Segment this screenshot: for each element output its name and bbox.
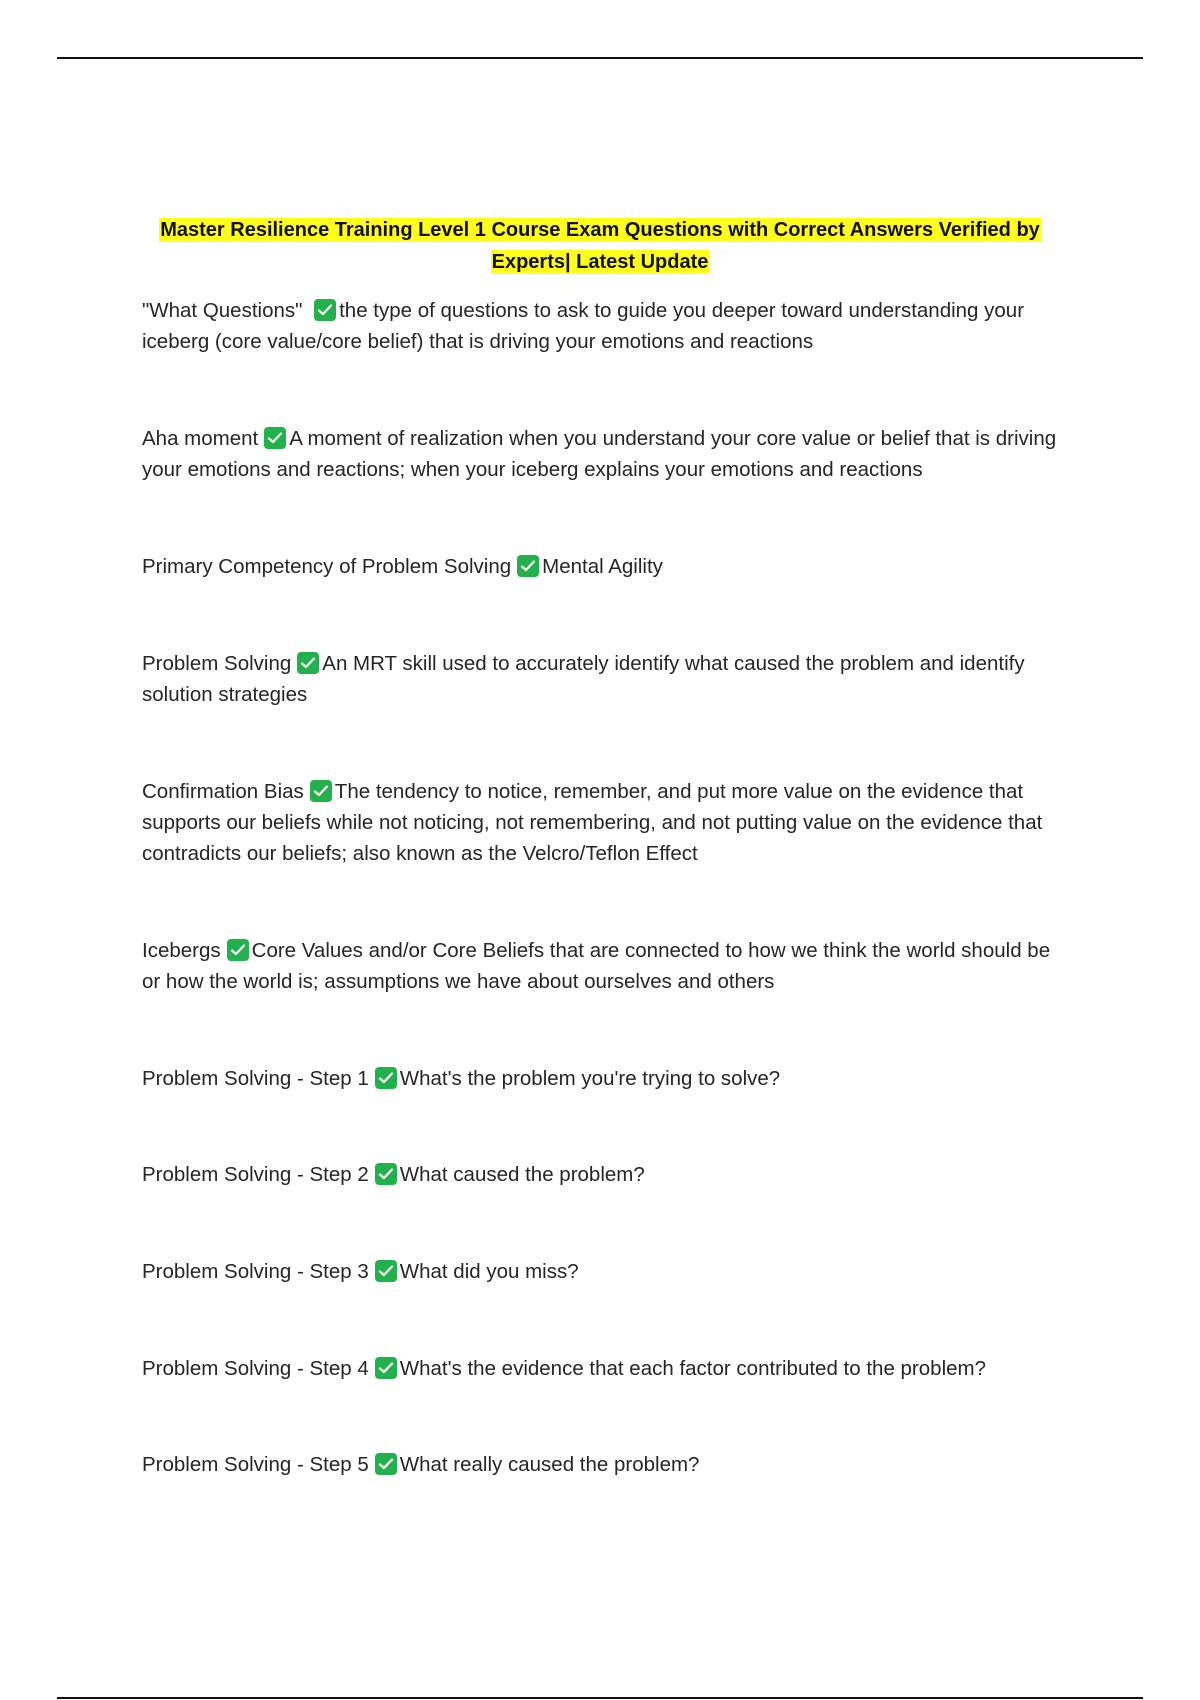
qa-entry bbox=[142, 1159, 1067, 1190]
qa-entry bbox=[142, 648, 1067, 710]
qa-entry bbox=[142, 1256, 1067, 1287]
entry-definition: An MRT skill used to accurately identify what caused the problem and identify solution strategies bbox=[142, 652, 1025, 706]
entry-definition: What's the evidence that each factor contributed to the problem? bbox=[399, 1357, 986, 1380]
check-mark-icon bbox=[517, 555, 539, 577]
entry-term: Problem Solving - Step 1 bbox=[142, 1067, 369, 1090]
bottom-rule bbox=[57, 1697, 1143, 1699]
entry-definition: What really caused the problem? bbox=[399, 1453, 700, 1476]
entry-term: Primary Competency of Problem Solving bbox=[142, 555, 512, 578]
entry-term: Icebergs bbox=[142, 939, 221, 962]
check-mark-icon bbox=[375, 1163, 397, 1185]
title-line-2: Experts| Latest Update bbox=[491, 251, 709, 273]
entry-term: Problem Solving - Step 2 bbox=[142, 1163, 369, 1186]
entry-term: Problem Solving - Step 5 bbox=[142, 1453, 369, 1476]
check-mark-icon bbox=[227, 939, 249, 961]
qa-entry bbox=[142, 295, 1067, 357]
entry-term: Problem Solving bbox=[142, 652, 292, 675]
entry-definition: The tendency to notice, remember, and put more value on the evidence that supports our beliefs while not noticing, not remembering, and not putting value on the evidence that contradicts our beliefs; also known as the Velcro/Teflon Effect bbox=[142, 780, 1043, 865]
check-mark-icon bbox=[375, 1453, 397, 1475]
qa-entry bbox=[142, 423, 1067, 485]
qa-entry bbox=[142, 1353, 1067, 1384]
entry-definition: What's the problem you're trying to solve? bbox=[399, 1067, 781, 1090]
entry-term: Problem Solving - Step 3 bbox=[142, 1260, 369, 1283]
entry-term: Problem Solving - Step 4 bbox=[142, 1357, 369, 1380]
entry-definition: What caused the problem? bbox=[399, 1163, 645, 1186]
qa-entry bbox=[142, 776, 1067, 869]
qa-entry bbox=[142, 551, 1067, 582]
entry-definition: Core Values and/or Core Beliefs that are connected to how we think the world should be or how the world is; assumptions we have about ourselves and others bbox=[142, 939, 1051, 993]
check-mark-icon bbox=[297, 652, 319, 674]
entry-term: Aha moment bbox=[142, 427, 259, 450]
check-mark-icon bbox=[264, 427, 286, 449]
qa-entry bbox=[142, 1449, 1067, 1480]
top-rule bbox=[57, 57, 1143, 59]
entry-definition: A moment of realization when you understand your core value or belief that is driving your emotions and reactions; when your iceberg explains your emotions and reactions bbox=[142, 427, 1057, 481]
document-title bbox=[130, 214, 1070, 278]
entry-definition: Mental Agility bbox=[542, 555, 663, 578]
check-mark-icon bbox=[310, 780, 332, 802]
check-mark-icon bbox=[375, 1260, 397, 1282]
qa-entry bbox=[142, 1063, 1067, 1094]
entry-definition: What did you miss? bbox=[399, 1260, 579, 1283]
qa-entry bbox=[142, 935, 1067, 997]
check-mark-icon bbox=[375, 1357, 397, 1379]
entry-definition: the type of questions to ask to guide you deeper toward understanding your iceberg (core value/core belief) that is driving your emotions and reactions bbox=[142, 299, 1025, 353]
entry-term: Confirmation Bias bbox=[142, 780, 304, 803]
title-line-1: Master Resilience Training Level 1 Course Exam Questions with Correct Answers Verified by bbox=[160, 219, 1040, 241]
entry-term: "What Questions" bbox=[142, 299, 309, 322]
check-mark-icon bbox=[314, 299, 336, 321]
check-mark-icon bbox=[375, 1067, 397, 1089]
